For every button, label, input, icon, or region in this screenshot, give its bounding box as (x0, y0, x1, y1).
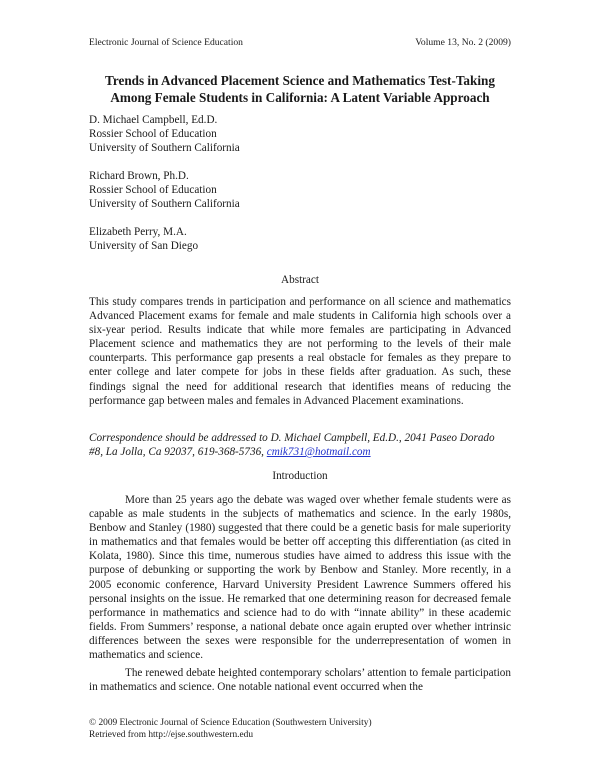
copyright-line: © 2009 Electronic Journal of Science Education (Southwestern University) (89, 718, 372, 728)
correspondence-note (89, 431, 511, 459)
page-footer (89, 717, 372, 741)
author-university: University of Southern California (89, 142, 240, 154)
journal-name: Electronic Journal of Science Education (89, 37, 243, 48)
author-name: Richard Brown, Ph.D. (89, 170, 189, 182)
author-university: University of San Diego (89, 240, 199, 252)
author-name: Elizabeth Perry, M.A. (89, 226, 187, 238)
email-link[interactable]: cmik731@hotmail.com (266, 446, 371, 459)
author-school: Rossier School of Education (89, 184, 217, 196)
author-name: D. Michael Campbell, Ed.D. (89, 114, 218, 126)
author-block-1 (89, 113, 509, 169)
abstract-text: This study compares trends in participation and performance on all science and mathematics Advanced Placement exams for female and male students in California high schools over a six-year period. Results indicate that while more females are participating in Advanced Placement science and mathematics they are not performing to the levels of their male counterparts. This performance gap presents a real obstacle for females as they prepare to enter college and later compete for jobs in these fields after graduation. As such, these findings signal the need for additional research that identifies means of reducing the performance gap between males and females in Advanced Placement examinations. (89, 296, 511, 407)
title-line-1: Trends in Advanced Placement Science and Mathematics Test-Taking (105, 73, 495, 88)
abstract-heading: Abstract (281, 274, 319, 286)
author-school: Rossier School of Education (89, 128, 217, 140)
intro-paragraph-1: More than 25 years ago the debate was waged over whether female students were as capable as male students in the subjects of mathematics and science. In the early 1980s, Benbow and Stanley (1980) suggested that there could be a genetic basis for male superiority in mathematics and that females would be better off accepting this differentiation (as cited in Kolata, 1980). Since this time, numerous studies have aimed to address this issue with the purpose of debunking or supporting the work by Benbow and Stanley. More recently, in a 2005 economic conference, Harvard University President Lawrence Summers offered his personal insights on the issue. He remarked that one determining reason for decreased female performance in mathematics and science had to do with “innate ability” in these academic fields. From Summers’ response, a national debate once again erupted over whether intrinsic differences between the sexes were responsible for the underrepresentation of women in mathematics and science. (89, 494, 511, 662)
author-list (89, 113, 509, 253)
introduction-heading: Introduction (272, 470, 328, 482)
paper-title (80, 72, 520, 106)
volume-info: Volume 13, No. 2 (2009) (415, 37, 511, 48)
retrieved-line: Retrieved from http://ejse.southwestern.edu (89, 730, 254, 740)
title-line-2: Among Female Students in California: A Latent Variable Approach (110, 90, 490, 105)
author-university: University of Southern California (89, 198, 240, 210)
correspondence-text: Correspondence should be addressed to D. Michael Campbell, Ed.D., 2041 Paseo Dorado #8, La Jolla, Ca 92037, 619-368-5736, (89, 432, 495, 459)
author-block-2 (89, 169, 509, 225)
running-header (89, 36, 511, 50)
author-block-3 (89, 225, 509, 253)
intro-paragraph-2: The renewed debate heighted contemporary scholars’ attention to female participation in mathematics and science. One notable national event occurred when the (89, 667, 511, 694)
